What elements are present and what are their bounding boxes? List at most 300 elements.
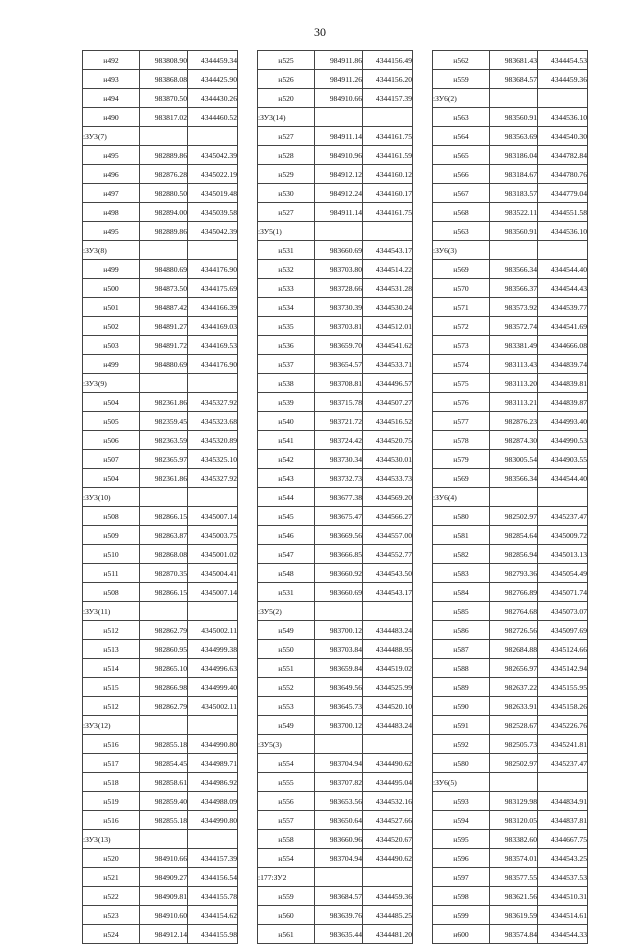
- y-coordinate: 4345158.26: [538, 697, 588, 716]
- y-coordinate: 4344155.78: [188, 887, 238, 906]
- point-id: н498: [83, 203, 140, 222]
- empty-cell: [538, 773, 588, 792]
- y-coordinate: 4344425.90: [188, 70, 238, 89]
- y-coordinate: 4345237.47: [538, 507, 588, 526]
- section-row: [433, 241, 588, 260]
- empty-cell: [188, 716, 238, 735]
- point-row: [258, 488, 413, 507]
- x-coordinate: 983684.57: [315, 887, 363, 906]
- point-id: н554: [258, 754, 315, 773]
- x-coordinate: 983186.04: [490, 146, 538, 165]
- y-coordinate: 4344666.08: [538, 336, 588, 355]
- point-id: н563: [433, 108, 490, 127]
- y-coordinate: 4345019.48: [188, 184, 238, 203]
- point-row: [258, 659, 413, 678]
- x-coordinate: 983184.67: [490, 165, 538, 184]
- point-id: н518: [83, 773, 140, 792]
- point-id: н534: [258, 298, 315, 317]
- x-coordinate: 982855.18: [140, 735, 188, 754]
- section-row: [433, 488, 588, 507]
- y-coordinate: 4345042.39: [188, 222, 238, 241]
- empty-cell: [363, 602, 413, 621]
- y-coordinate: 4344834.91: [538, 792, 588, 811]
- point-id: н531: [258, 583, 315, 602]
- point-id: н495: [83, 146, 140, 165]
- x-coordinate: 983621.56: [490, 887, 538, 906]
- x-coordinate: 983649.56: [315, 678, 363, 697]
- point-row: [258, 146, 413, 165]
- point-id: н490: [83, 108, 140, 127]
- x-coordinate: 983660.92: [315, 564, 363, 583]
- empty-cell: [315, 222, 363, 241]
- y-coordinate: 4345327.92: [188, 393, 238, 412]
- point-id: н504: [83, 393, 140, 412]
- x-coordinate: 983560.91: [490, 222, 538, 241]
- point-row: [83, 583, 238, 602]
- y-coordinate: 4345013.13: [538, 545, 588, 564]
- x-coordinate: 983659.70: [315, 336, 363, 355]
- y-coordinate: 4345155.95: [538, 678, 588, 697]
- point-id: н585: [433, 602, 490, 621]
- x-coordinate: 982363.59: [140, 431, 188, 450]
- y-coordinate: 4344531.28: [363, 279, 413, 298]
- y-coordinate: 4344988.09: [188, 792, 238, 811]
- point-row: [258, 260, 413, 279]
- point-id: н503: [83, 336, 140, 355]
- empty-cell: [140, 127, 188, 146]
- section-row: [83, 241, 238, 260]
- y-coordinate: 4344507.27: [363, 393, 413, 412]
- x-coordinate: 982856.94: [490, 545, 538, 564]
- point-row: [433, 830, 588, 849]
- section-label: :ЗУ3(8): [83, 241, 140, 260]
- point-row: [433, 431, 588, 450]
- point-row: [258, 716, 413, 735]
- y-coordinate: 4344161.75: [363, 127, 413, 146]
- x-coordinate: 982855.18: [140, 811, 188, 830]
- y-coordinate: 4344996.63: [188, 659, 238, 678]
- section-label: :ЗУ5(2): [258, 602, 315, 621]
- point-id: н500: [83, 279, 140, 298]
- x-coordinate: 983660.96: [315, 830, 363, 849]
- y-coordinate: 4344986.92: [188, 773, 238, 792]
- y-coordinate: 4345001.02: [188, 545, 238, 564]
- point-id: н557: [258, 811, 315, 830]
- x-coordinate: 982854.64: [490, 526, 538, 545]
- y-coordinate: 4344540.30: [538, 127, 588, 146]
- x-coordinate: 982880.50: [140, 184, 188, 203]
- point-id: н509: [83, 526, 140, 545]
- point-row: [433, 450, 588, 469]
- point-row: [83, 621, 238, 640]
- point-id: н559: [258, 887, 315, 906]
- x-coordinate: 982361.86: [140, 469, 188, 488]
- y-coordinate: 4345124.66: [538, 640, 588, 659]
- y-coordinate: 4345073.07: [538, 602, 588, 621]
- y-coordinate: 4344541.69: [538, 317, 588, 336]
- y-coordinate: 4344527.66: [363, 811, 413, 830]
- y-coordinate: 4344543.25: [538, 849, 588, 868]
- point-row: [433, 640, 588, 659]
- y-coordinate: 4344156.54: [188, 868, 238, 887]
- point-row: [258, 51, 413, 70]
- point-id: н532: [258, 260, 315, 279]
- point-id: н510: [83, 545, 140, 564]
- x-coordinate: 983684.57: [490, 70, 538, 89]
- point-row: [258, 830, 413, 849]
- y-coordinate: 4345237.47: [538, 754, 588, 773]
- point-row: [258, 298, 413, 317]
- x-coordinate: 983660.69: [315, 241, 363, 260]
- empty-cell: [188, 488, 238, 507]
- section-label: :ЗУ3(9): [83, 374, 140, 393]
- section-row: [83, 830, 238, 849]
- point-row: [83, 317, 238, 336]
- point-id: н525: [258, 51, 315, 70]
- x-coordinate: 983522.11: [490, 203, 538, 222]
- point-id: н592: [433, 735, 490, 754]
- point-row: [433, 393, 588, 412]
- section-label: :ЗУ6(4): [433, 488, 490, 507]
- point-row: [433, 222, 588, 241]
- y-coordinate: 4345241.81: [538, 735, 588, 754]
- y-coordinate: 4344156.49: [363, 51, 413, 70]
- point-row: [83, 279, 238, 298]
- y-coordinate: 4344533.71: [363, 355, 413, 374]
- point-row: [83, 51, 238, 70]
- y-coordinate: 4344161.59: [363, 146, 413, 165]
- point-row: [83, 659, 238, 678]
- y-coordinate: 4344782.84: [538, 146, 588, 165]
- y-coordinate: 4345002.11: [188, 697, 238, 716]
- point-row: [433, 374, 588, 393]
- x-coordinate: 983868.08: [140, 70, 188, 89]
- y-coordinate: 4344157.39: [188, 849, 238, 868]
- point-id: н538: [258, 374, 315, 393]
- point-row: [258, 279, 413, 298]
- section-row: [83, 488, 238, 507]
- point-id: н572: [433, 317, 490, 336]
- y-coordinate: 4344532.16: [363, 792, 413, 811]
- x-coordinate: 983645.73: [315, 697, 363, 716]
- empty-cell: [363, 222, 413, 241]
- point-row: [433, 754, 588, 773]
- x-coordinate: 983566.34: [490, 469, 538, 488]
- point-row: [433, 298, 588, 317]
- x-coordinate: 982860.95: [140, 640, 188, 659]
- point-id: н558: [258, 830, 315, 849]
- y-coordinate: 4344161.75: [363, 203, 413, 222]
- y-coordinate: 4344539.77: [538, 298, 588, 317]
- section-label: :177:ЗУ2: [258, 868, 315, 887]
- point-id: н533: [258, 279, 315, 298]
- point-row: [433, 203, 588, 222]
- coordinates-table-middle: [257, 50, 413, 944]
- y-coordinate: 4344993.40: [538, 412, 588, 431]
- empty-cell: [363, 868, 413, 887]
- section-label: :ЗУ5(3): [258, 735, 315, 754]
- x-coordinate: 983660.69: [315, 583, 363, 602]
- x-coordinate: 983730.39: [315, 298, 363, 317]
- point-id: н501: [83, 298, 140, 317]
- point-row: [83, 108, 238, 127]
- y-coordinate: 4344544.40: [538, 260, 588, 279]
- point-row: [83, 393, 238, 412]
- y-coordinate: 4345054.49: [538, 564, 588, 583]
- point-row: [83, 811, 238, 830]
- point-id: н539: [258, 393, 315, 412]
- point-id: н497: [83, 184, 140, 203]
- point-row: [83, 849, 238, 868]
- x-coordinate: 983113.43: [490, 355, 538, 374]
- point-id: н516: [83, 735, 140, 754]
- x-coordinate: 982862.79: [140, 697, 188, 716]
- point-id: н552: [258, 678, 315, 697]
- point-id: н506: [83, 431, 140, 450]
- point-id: н569: [433, 469, 490, 488]
- y-coordinate: 4345142.94: [538, 659, 588, 678]
- point-id: н586: [433, 621, 490, 640]
- x-coordinate: 982865.10: [140, 659, 188, 678]
- section-row: [83, 127, 238, 146]
- x-coordinate: 983817.02: [140, 108, 188, 127]
- point-row: [433, 906, 588, 925]
- point-id: н576: [433, 393, 490, 412]
- point-row: [433, 811, 588, 830]
- point-id: н508: [83, 583, 140, 602]
- y-coordinate: 4344430.26: [188, 89, 238, 108]
- point-id: н565: [433, 146, 490, 165]
- y-coordinate: 4344488.95: [363, 640, 413, 659]
- x-coordinate: 983653.56: [315, 792, 363, 811]
- x-coordinate: 984911.14: [315, 127, 363, 146]
- point-row: [83, 773, 238, 792]
- point-row: [258, 811, 413, 830]
- point-row: [83, 450, 238, 469]
- point-row: [83, 697, 238, 716]
- y-coordinate: 4344999.40: [188, 678, 238, 697]
- y-coordinate: 4344989.71: [188, 754, 238, 773]
- y-coordinate: 4344483.24: [363, 716, 413, 735]
- y-coordinate: 4345325.10: [188, 450, 238, 469]
- section-label: :ЗУ3(12): [83, 716, 140, 735]
- empty-cell: [140, 830, 188, 849]
- point-id: н548: [258, 564, 315, 583]
- point-id: н573: [433, 336, 490, 355]
- empty-cell: [140, 241, 188, 260]
- empty-cell: [538, 488, 588, 507]
- x-coordinate: 982359.45: [140, 412, 188, 431]
- x-coordinate: 983113.20: [490, 374, 538, 393]
- x-coordinate: 984912.24: [315, 184, 363, 203]
- point-row: [433, 735, 588, 754]
- point-id: н522: [83, 887, 140, 906]
- point-row: [258, 241, 413, 260]
- empty-cell: [188, 241, 238, 260]
- section-row: [258, 222, 413, 241]
- empty-cell: [188, 374, 238, 393]
- point-id: н579: [433, 450, 490, 469]
- y-coordinate: 4344837.81: [538, 811, 588, 830]
- point-row: [83, 640, 238, 659]
- point-id: н580: [433, 507, 490, 526]
- section-row: [258, 735, 413, 754]
- y-coordinate: 4345003.75: [188, 526, 238, 545]
- y-coordinate: 4344569.20: [363, 488, 413, 507]
- section-row: [83, 374, 238, 393]
- y-coordinate: 4344510.31: [538, 887, 588, 906]
- y-coordinate: 4344543.50: [363, 564, 413, 583]
- point-id: н555: [258, 773, 315, 792]
- y-coordinate: 4344460.52: [188, 108, 238, 127]
- x-coordinate: 982870.35: [140, 564, 188, 583]
- y-coordinate: 4344454.53: [538, 51, 588, 70]
- empty-cell: [490, 241, 538, 260]
- section-row: [83, 716, 238, 735]
- y-coordinate: 4345007.14: [188, 583, 238, 602]
- x-coordinate: 983566.34: [490, 260, 538, 279]
- point-id: н583: [433, 564, 490, 583]
- point-row: [258, 450, 413, 469]
- empty-cell: [490, 773, 538, 792]
- y-coordinate: 4344459.36: [538, 70, 588, 89]
- point-id: н587: [433, 640, 490, 659]
- point-row: [258, 754, 413, 773]
- x-coordinate: 983708.81: [315, 374, 363, 393]
- point-id: н567: [433, 184, 490, 203]
- point-row: [83, 260, 238, 279]
- point-row: [258, 925, 413, 944]
- point-id: н521: [83, 868, 140, 887]
- x-coordinate: 982866.15: [140, 583, 188, 602]
- y-coordinate: 4344544.33: [538, 925, 588, 944]
- point-row: [433, 108, 588, 127]
- x-coordinate: 983681.43: [490, 51, 538, 70]
- x-coordinate: 982528.67: [490, 716, 538, 735]
- point-row: [433, 336, 588, 355]
- point-id: н593: [433, 792, 490, 811]
- x-coordinate: 982874.30: [490, 431, 538, 450]
- y-coordinate: 4344175.69: [188, 279, 238, 298]
- point-row: [258, 887, 413, 906]
- point-id: н549: [258, 716, 315, 735]
- y-coordinate: 4344169.03: [188, 317, 238, 336]
- y-coordinate: 4344525.99: [363, 678, 413, 697]
- point-id: н574: [433, 355, 490, 374]
- x-coordinate: 984910.60: [140, 906, 188, 925]
- point-id: н520: [83, 849, 140, 868]
- point-id: н580: [433, 754, 490, 773]
- x-coordinate: 983703.84: [315, 640, 363, 659]
- x-coordinate: 983808.90: [140, 51, 188, 70]
- x-coordinate: 982637.22: [490, 678, 538, 697]
- point-row: [83, 564, 238, 583]
- x-coordinate: 982656.97: [490, 659, 538, 678]
- x-coordinate: 984880.69: [140, 355, 188, 374]
- x-coordinate: 984912.12: [315, 165, 363, 184]
- point-id: н569: [433, 260, 490, 279]
- point-row: [83, 545, 238, 564]
- empty-cell: [538, 241, 588, 260]
- x-coordinate: 983563.69: [490, 127, 538, 146]
- empty-cell: [490, 89, 538, 108]
- y-coordinate: 4344160.12: [363, 165, 413, 184]
- y-coordinate: 4344157.39: [363, 89, 413, 108]
- x-coordinate: 984910.66: [315, 89, 363, 108]
- point-row: [433, 792, 588, 811]
- x-coordinate: 982764.68: [490, 602, 538, 621]
- x-coordinate: 982889.86: [140, 222, 188, 241]
- y-coordinate: 4344839.81: [538, 374, 588, 393]
- x-coordinate: 983574.84: [490, 925, 538, 944]
- point-row: [433, 412, 588, 431]
- point-id: н526: [258, 70, 315, 89]
- point-row: [258, 697, 413, 716]
- point-id: н512: [83, 697, 140, 716]
- x-coordinate: 983566.37: [490, 279, 538, 298]
- point-id: н537: [258, 355, 315, 374]
- x-coordinate: 983183.57: [490, 184, 538, 203]
- point-row: [433, 868, 588, 887]
- section-label: :ЗУ3(11): [83, 602, 140, 621]
- point-row: [258, 545, 413, 564]
- point-row: [258, 355, 413, 374]
- empty-cell: [188, 602, 238, 621]
- point-row: [433, 355, 588, 374]
- x-coordinate: 983721.72: [315, 412, 363, 431]
- point-row: [83, 146, 238, 165]
- x-coordinate: 984873.50: [140, 279, 188, 298]
- section-row: [258, 108, 413, 127]
- x-coordinate: 982862.79: [140, 621, 188, 640]
- y-coordinate: 4344176.90: [188, 355, 238, 374]
- section-label: :ЗУ3(14): [258, 108, 315, 127]
- point-id: н528: [258, 146, 315, 165]
- x-coordinate: 983574.01: [490, 849, 538, 868]
- point-row: [83, 70, 238, 89]
- point-row: [258, 906, 413, 925]
- y-coordinate: 4344779.04: [538, 184, 588, 203]
- point-row: [433, 146, 588, 165]
- y-coordinate: 4345327.92: [188, 469, 238, 488]
- x-coordinate: 983619.59: [490, 906, 538, 925]
- point-id: н524: [83, 925, 140, 944]
- point-id: н505: [83, 412, 140, 431]
- y-coordinate: 4344483.24: [363, 621, 413, 640]
- y-coordinate: 4344496.57: [363, 374, 413, 393]
- x-coordinate: 982726.56: [490, 621, 538, 640]
- y-coordinate: 4344530.01: [363, 450, 413, 469]
- point-row: [258, 583, 413, 602]
- section-label: :ЗУ6(5): [433, 773, 490, 792]
- point-id: н594: [433, 811, 490, 830]
- point-row: [433, 51, 588, 70]
- point-id: н502: [83, 317, 140, 336]
- y-coordinate: 4345071.74: [538, 583, 588, 602]
- point-id: н550: [258, 640, 315, 659]
- point-row: [83, 754, 238, 773]
- point-id: н582: [433, 545, 490, 564]
- x-coordinate: 984910.66: [140, 849, 188, 868]
- y-coordinate: 4344485.25: [363, 906, 413, 925]
- empty-cell: [315, 735, 363, 754]
- y-coordinate: 4344543.17: [363, 583, 413, 602]
- point-id: н560: [258, 906, 315, 925]
- point-id: н527: [258, 127, 315, 146]
- point-id: н575: [433, 374, 490, 393]
- point-id: н597: [433, 868, 490, 887]
- section-label: :ЗУ5(1): [258, 222, 315, 241]
